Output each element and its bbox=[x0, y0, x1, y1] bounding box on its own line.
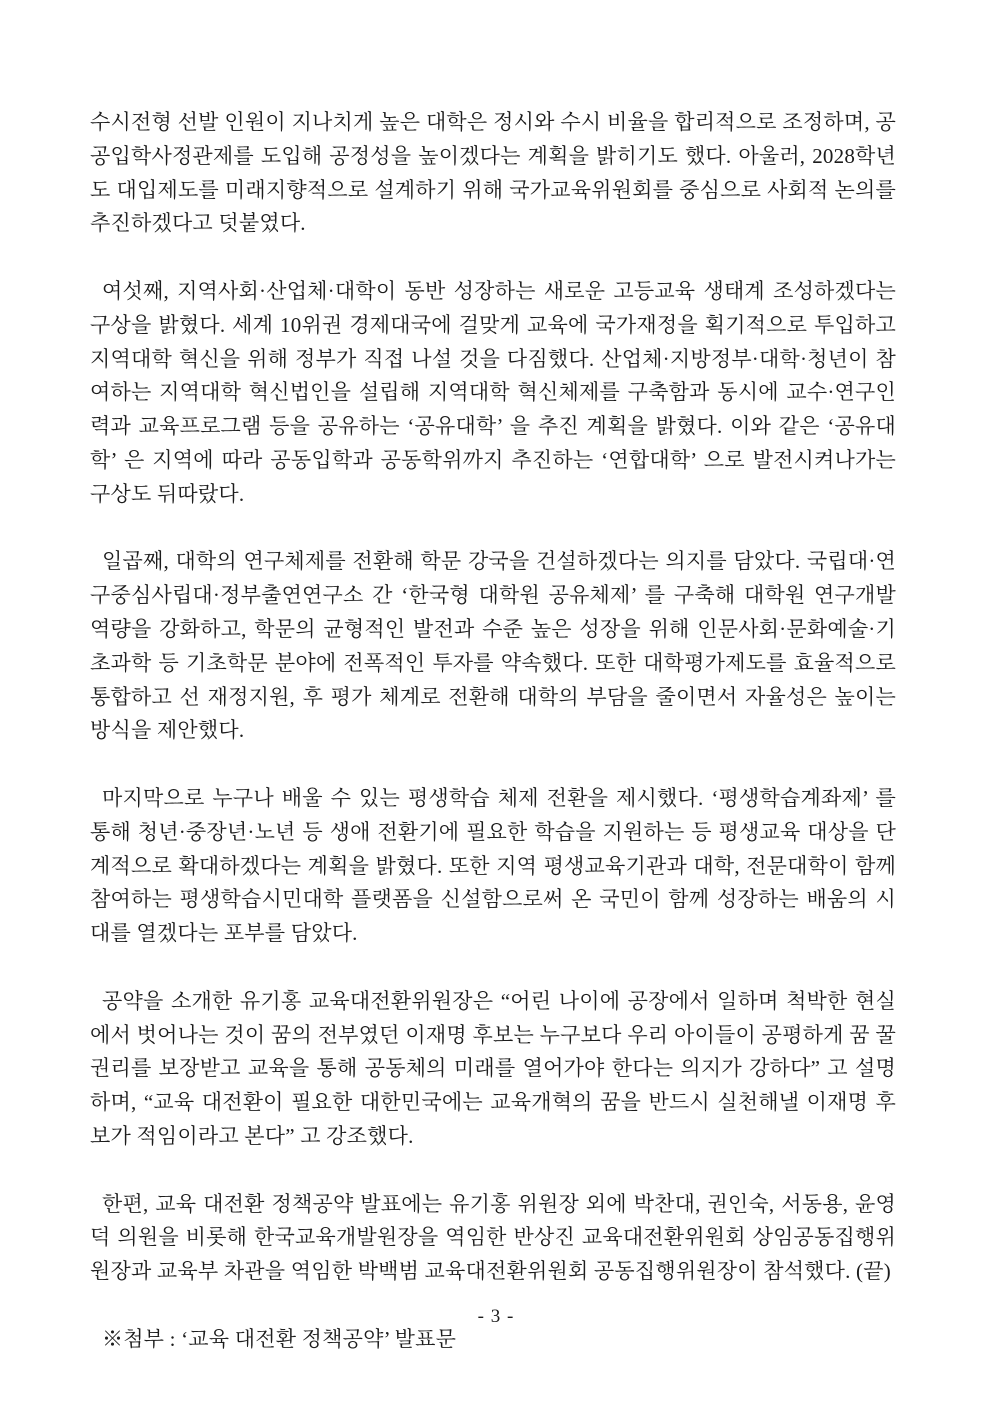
page-number: - 3 - bbox=[477, 1306, 515, 1327]
attachment-note: ※첨부 : ‘교육 대전환 정책공약’ 발표문 bbox=[102, 1326, 457, 1351]
paragraph-admissions-policy: 수시전형 선발 인원이 지나치게 높은 대학은 정시와 수시 비율을 합리적으로 조정하며, 공공입학사정관제를 도입해 공정성을 높이겠다는 계획을 밝히기도 했다. 아울러, 2028학년도 대입제도를 미래지향적으로 설계하기 위해 국가교육위원회를 중심으로 사회적 논의를 추진하겠다고 덧붙였다. bbox=[90, 110, 896, 236]
document-body bbox=[90, 106, 896, 1356]
paragraph-attendees: 한편, 교육 대전환 정책공약 발표에는 유기홍 위원장 외에 박찬대, 권인숙, 서동용, 윤영덕 의원을 비롯해 한국교육개발원장을 역임한 반상진 교육대전환위원회 상임공동집행위원장과 교육부 차관을 역임한 박백범 교육대전환위원회 공동집행위원장이 참석했다. (끝) bbox=[90, 1191, 896, 1284]
paragraph-seventh-pledge: 일곱째, 대학의 연구체제를 전환해 학문 강국을 건설하겠다는 의지를 담았다. 국립대·연구중심사립대·정부출연연구소 간 ‘한국형 대학원 공유체제’ 를 구축해 대학원 연구개발 역량을 강화하고, 학문의 균형적인 발전과 수준 높은 성장을 위해 인문사회·문화예술·기초과학 등 기초학문 분야에 전폭적인 투자를 약속했다. 또한 대학평가제도를 효율적으로 통합하고 선 재정지원, 후 평가 체계로 전환해 대학의 부담을 줄이면서 자율성은 높이는 방식을 제안했다. bbox=[90, 549, 896, 743]
paragraph-sixth-pledge: 여섯째, 지역사회·산업체·대학이 동반 성장하는 새로운 고등교육 생태계 조성하겠다는 구상을 밝혔다. 세계 10위권 경제대국에 걸맞게 교육에 국가재정을 획기적으로 투입하고 지역대학 혁신을 위해 정부가 직접 나설 것을 다짐했다. 산업체·지방정부·대학·청년이 참여하는 지역대학 혁신법인을 설립해 지역대학 혁신체제를 구축함과 동시에 교수·연구인력과 교육프로그램 등을 공유하는 ‘공유대학’ 을 추진 계획을 밝혔다. 이와 같은 ‘공유대학’ 은 지역에 따라 공동입학과 공동학위까지 추진하는 ‘연합대학’ 으로 발전시켜나가는 구상도 뒤따랐다. bbox=[90, 278, 896, 506]
paragraph-lifelong-learning: 마지막으로 누구나 배울 수 있는 평생학습 체제 전환을 제시했다. ‘평생학습계좌제’ 를 통해 청년·중장년·노년 등 생애 전환기에 필요한 학습을 지원하는 등 평생교육 대상을 단계적으로 확대하겠다는 계획을 밝혔다. 또한 지역 평생교육기관과 대학, 전문대학이 함께 참여하는 평생학습시민대학 플랫폼을 신설함으로써 온 국민이 함께 성장하는 배움의 시대를 열겠다는 포부를 담았다. bbox=[90, 785, 896, 946]
paragraph-chairman-quote: 공약을 소개한 유기홍 교육대전환위원장은 “어린 나이에 공장에서 일하며 척박한 현실에서 벗어나는 것이 꿈의 전부였던 이재명 후보는 누구보다 우리 아이들이 공평하게 꿈 꿀 권리를 보장받고 교육을 통해 공동체의 미래를 열어가야 한다는 의지가 강하다” 고 설명하며, “교육 대전환이 필요한 대한민국에는 교육개혁의 꿈을 반드시 실천해낼 이재명 후보가 적임이라고 본다” 고 강조했다. bbox=[90, 988, 896, 1148]
